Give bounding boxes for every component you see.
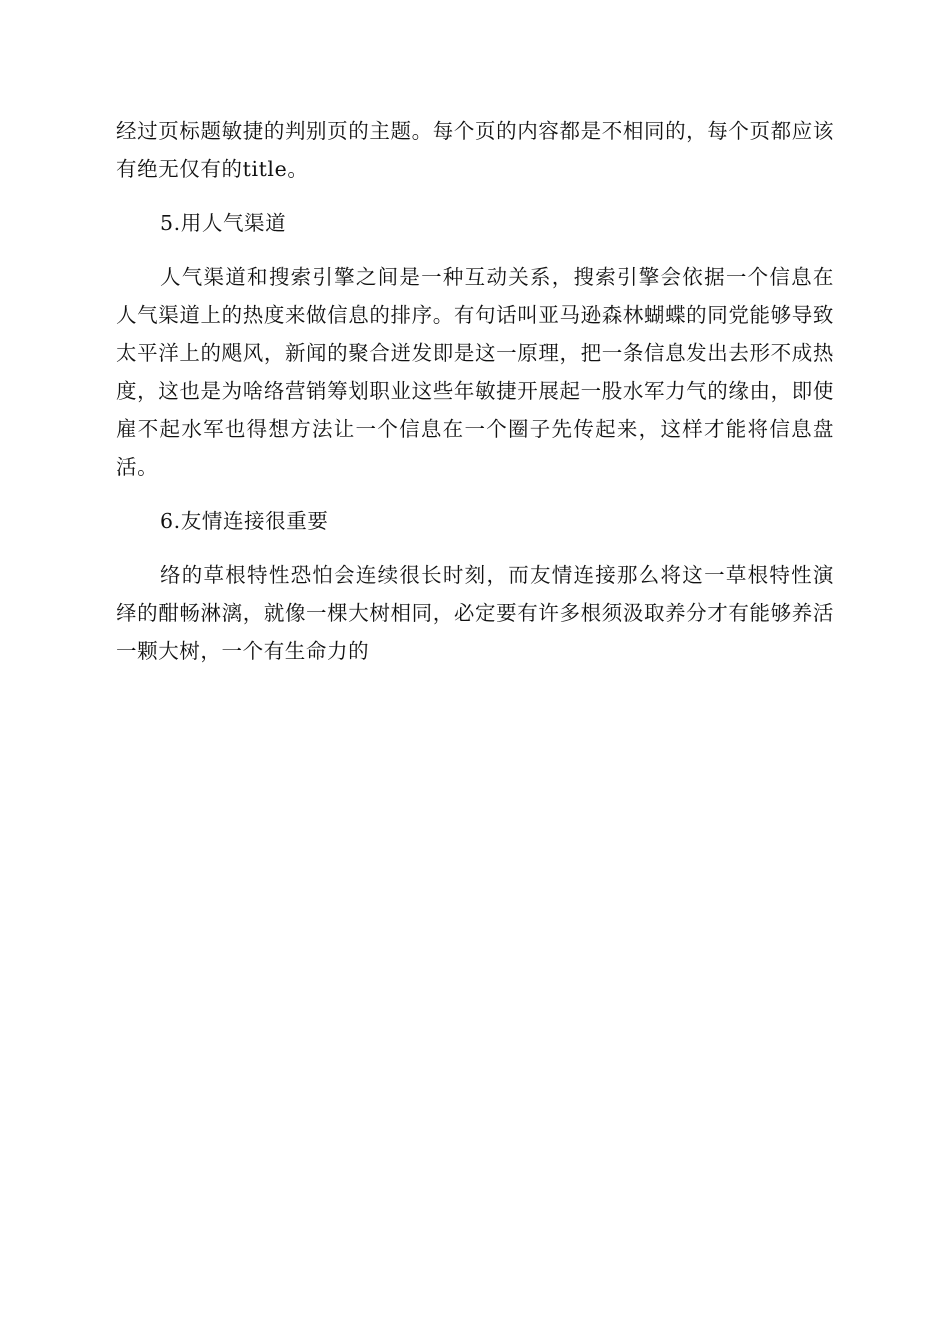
paragraph-friendly-links: 络的草根特性恐怕会连续很长时刻，而友情连接那么将这一草根特性演绎的酣畅淋漓，就像一棵大树相同，必定要有许多根须汲取养分才有能够养活一颗大树，一个有生命力的: [116, 563, 834, 663]
document-body: [116, 112, 834, 670]
paragraph-title-uniqueness: 经过页标题敏捷的判别页的主题。每个页的内容都是不相同的，每个页都应该有绝无仅有的title。: [116, 119, 834, 181]
heading-friendly-links: 6.友情连接很重要: [160, 509, 329, 533]
heading-popularity-channels: 5.用人气渠道: [160, 211, 287, 235]
paragraph-popularity-channels: 人气渠道和搜索引擎之间是一种互动关系，搜索引擎会依据一个信息在人气渠道上的热度来做信息的排序。有句话叫亚马逊森林蝴蝶的同党能够导致太平洋上的飓风，新闻的聚合迸发即是这一原理，把一条信息发出去形不成热度，这也是为啥络营销筹划职业这些年敏捷开展起一股水军力气的缘由，即使雇不起水军也得想方法让一个信息在一个圈子先传起来，这样才能将信息盘活。: [116, 265, 834, 479]
